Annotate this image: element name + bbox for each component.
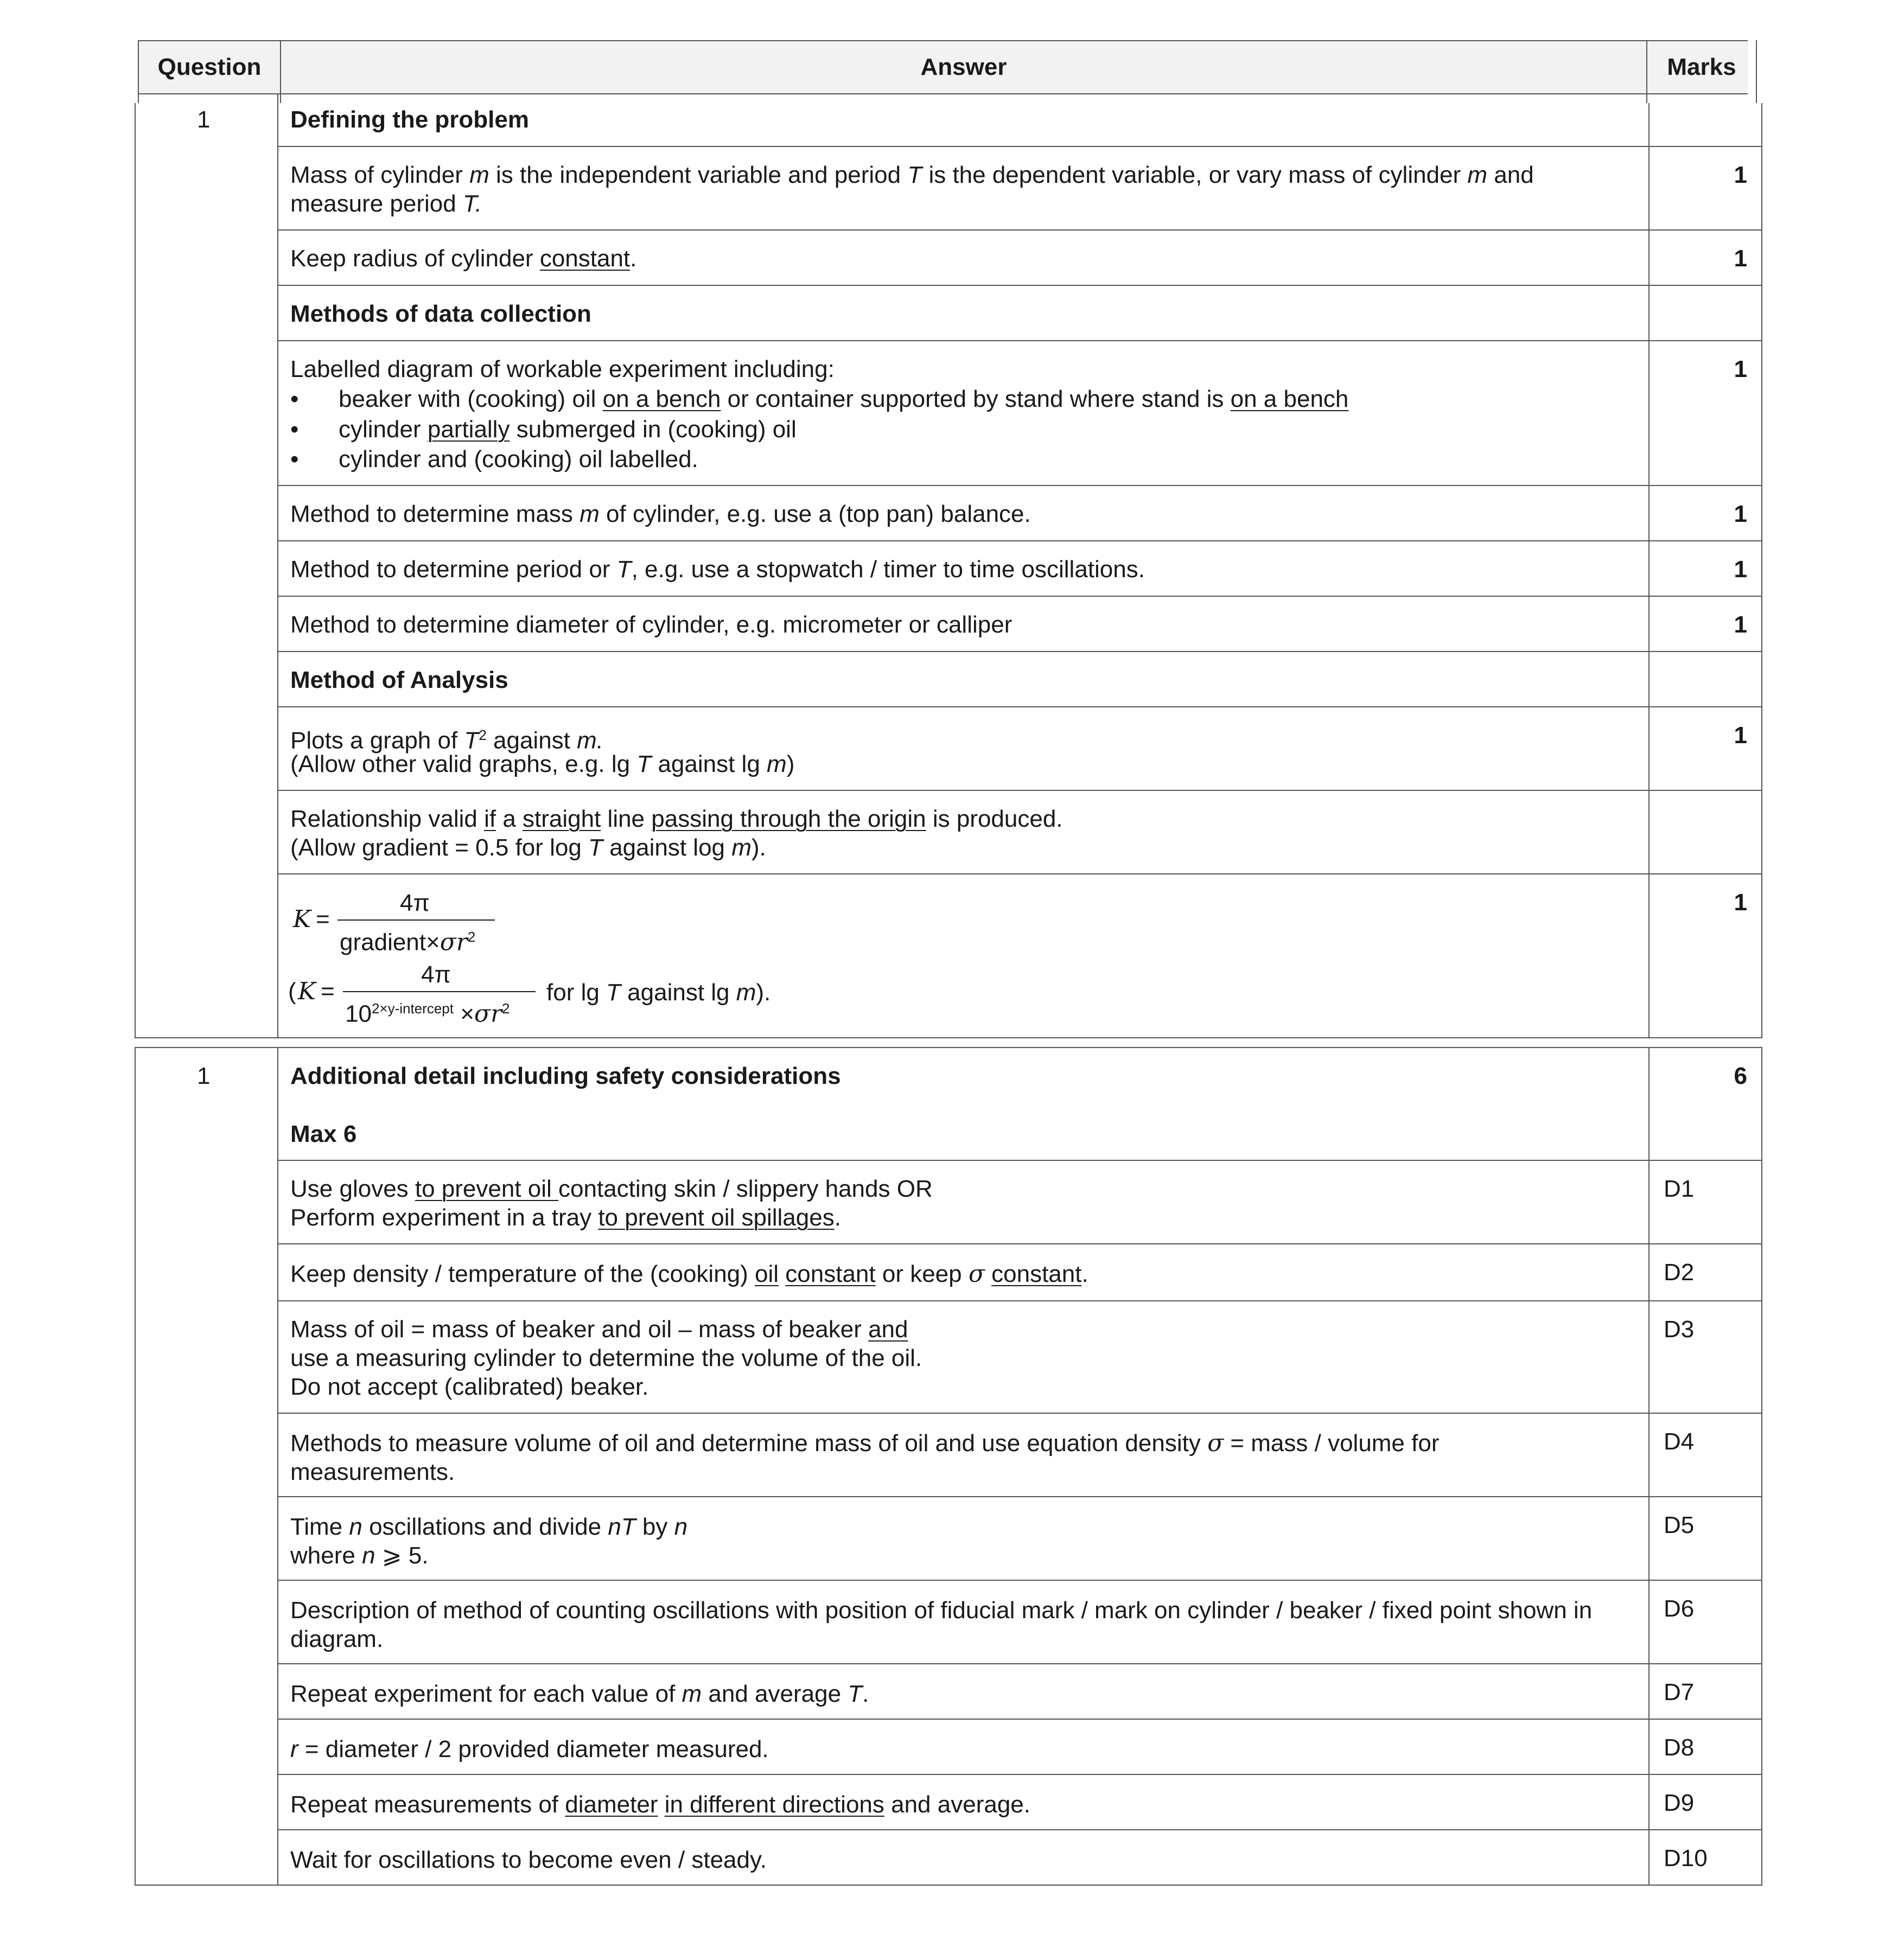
answer-line: Labelled diagram of workable experiment including: — [290, 356, 835, 382]
mark-value: 1 — [1734, 889, 1747, 916]
answer-line: Repeat measurements of diameter in different directions and average. — [290, 1791, 1030, 1818]
formula-equals: = — [316, 906, 330, 933]
answer-line: Description of method of counting oscillations with position of fiducial mark / mark on cylinder / beaker / fixed point shown in — [290, 1597, 1593, 1624]
answer-line: Method to determine mass m of cylinder, e.g. use a (top pan) balance. — [290, 501, 1031, 527]
s2-left-border — [135, 1047, 136, 1886]
mark-value: 1 — [1734, 722, 1747, 749]
answer-line: use a measuring cylinder to determine the volume of the oil. — [290, 1345, 922, 1371]
row-divider — [278, 873, 1762, 874]
answer-line: Do not accept (calibrated) beaker. — [290, 1374, 649, 1400]
formula-numerator: 4π — [400, 890, 430, 916]
answer-line: Mass of oil = mass of beaker and oil – mass of beaker and — [290, 1316, 908, 1343]
formula-k-symbol: K — [298, 978, 316, 1005]
answer-line: Relationship valid if a straight line passing through the origin is produced. — [290, 806, 1063, 832]
table-bottom-border — [135, 1885, 1762, 1886]
mark-value: 1 — [1734, 356, 1747, 382]
s2-col-divider-2 — [1648, 1047, 1650, 1886]
mark-value: 1 — [1734, 245, 1747, 272]
answer-line: Plots a graph of $T^2$ against m. — [290, 727, 604, 754]
s1-left-border — [135, 103, 136, 1037]
mark-value: 1 — [1734, 162, 1747, 188]
row-divider — [278, 790, 1762, 791]
answer-line: (Allow gradient = 0.5 for log T against log m). — [290, 834, 766, 861]
row-divider — [278, 1580, 1762, 1581]
section-separator-top — [135, 1037, 1762, 1038]
formula-equals: = — [321, 978, 335, 1005]
row-divider — [278, 485, 1762, 486]
row-divider — [278, 540, 1762, 541]
answer-line: Mass of cylinder m is the independent variable and period T is the dependent variable, or vary mass of cylinder m and — [290, 162, 1534, 188]
detail-code: D2 — [1664, 1259, 1695, 1286]
max-marks-label: Max 6 — [290, 1121, 357, 1147]
answer-line: Method to determine diameter of cylinder, e.g. micrometer or calliper — [290, 611, 1013, 638]
answer-line: Perform experiment in a tray to prevent oil spillages. — [290, 1204, 841, 1231]
heading-defining-problem: Defining the problem — [290, 106, 529, 133]
answer-line: where n ⩾ 5. — [290, 1542, 429, 1569]
detail-code: D1 — [1664, 1176, 1695, 1202]
formula-denominator: $gradient\times\sigma r^2$ — [340, 928, 476, 956]
bullet-item: cylinder partially submerged in (cooking) oil — [339, 416, 797, 443]
header-marks: Marks — [1667, 54, 1736, 80]
answer-line: Keep radius of cylinder constant. — [290, 245, 637, 272]
header-top-border — [138, 40, 1748, 41]
row-divider — [278, 1719, 1762, 1720]
answer-line: Wait for oscillations to become even / steady. — [290, 1847, 767, 1873]
question-number: 1 — [197, 106, 211, 133]
row-divider — [278, 706, 1762, 707]
answer-line: (Allow other valid graphs, e.g. lg T against lg m) — [290, 751, 795, 777]
answer-line: Keep density / temperature of the (cooking) oil constant or keep σ constant. — [290, 1260, 1088, 1288]
row-divider — [278, 229, 1762, 231]
heading-additional-detail: Additional detail including safety considerations — [290, 1063, 841, 1089]
formula-k-symbol: K — [293, 905, 311, 933]
bullet-icon: • — [290, 446, 299, 472]
row-divider — [278, 285, 1762, 286]
s2-col-divider-1 — [277, 1047, 278, 1886]
formula-tail: for lg T against lg m). — [546, 979, 771, 1006]
bullet-item: cylinder and (cooking) oil labelled. — [339, 446, 698, 472]
bullet-item: beaker with (cooking) oil on a bench or container supported by stand where stand is on a bench — [339, 386, 1349, 412]
heading-method-of-analysis: Method of Analysis — [290, 667, 508, 693]
mark-value: 1 — [1734, 556, 1747, 583]
answer-line: diagram. — [290, 1626, 384, 1652]
answer-line: Repeat experiment for each value of m and average T. — [290, 1681, 869, 1707]
answer-line: Methods to measure volume of oil and determine mass of oil and use equation density σ = mass / volume for — [290, 1429, 1440, 1457]
s1-right-border — [1761, 103, 1762, 1037]
bullet-icon: • — [290, 386, 299, 412]
answer-line: Method to determine period or T, e.g. use a stopwatch / timer to time oscillations. — [290, 556, 1145, 583]
detail-code: D4 — [1664, 1428, 1695, 1455]
row-divider — [278, 340, 1762, 341]
detail-code: D10 — [1664, 1845, 1708, 1872]
heading-methods-data-collection: Methods of data collection — [290, 301, 591, 327]
formula-open-paren: ( — [288, 978, 296, 1005]
header-right-border — [1756, 40, 1757, 103]
detail-code: D7 — [1664, 1679, 1695, 1706]
answer-line: measurements. — [290, 1459, 455, 1485]
row-divider — [278, 1774, 1762, 1775]
row-divider — [278, 1496, 1762, 1497]
bullet-icon: • — [290, 416, 299, 443]
header-bottom-border — [138, 93, 1748, 94]
fraction-bar — [338, 919, 495, 921]
row-divider — [278, 1829, 1762, 1830]
row-divider — [278, 1663, 1762, 1664]
answer-line: measure period T. — [290, 190, 482, 217]
row-divider — [278, 596, 1762, 597]
detail-code: D6 — [1664, 1595, 1695, 1622]
question-number: 1 — [197, 1063, 211, 1089]
detail-code: D9 — [1664, 1790, 1695, 1816]
s1-col-divider-1 — [277, 94, 278, 1037]
mark-value: 1 — [1734, 501, 1747, 527]
mark-value: 6 — [1734, 1063, 1747, 1089]
header-question: Question — [157, 54, 262, 80]
mark-value: 1 — [1734, 611, 1747, 638]
answer-line: Time n oscillations and divide nT by n — [290, 1513, 688, 1540]
detail-code: D5 — [1664, 1512, 1695, 1538]
section-separator-bottom — [135, 1047, 1762, 1048]
formula-denominator: $10^{2\times y-intercept} \times\sigma r^2$ — [345, 1000, 510, 1028]
row-divider — [278, 1160, 1762, 1161]
row-divider — [278, 1300, 1762, 1301]
row-divider — [278, 1243, 1762, 1244]
row-divider — [278, 146, 1762, 147]
s2-right-border — [1761, 1047, 1762, 1886]
detail-code: D3 — [1664, 1316, 1695, 1343]
formula-numerator: 4π — [421, 961, 451, 988]
row-divider — [278, 651, 1762, 652]
row-divider — [278, 1413, 1762, 1414]
header-answer: Answer — [920, 54, 1007, 80]
fraction-bar — [343, 991, 536, 992]
detail-code: D8 — [1664, 1734, 1695, 1761]
answer-line: Use gloves to prevent oil contacting skin / slippery hands OR — [290, 1176, 933, 1202]
answer-line: r = diameter / 2 provided diameter measured. — [290, 1736, 769, 1762]
